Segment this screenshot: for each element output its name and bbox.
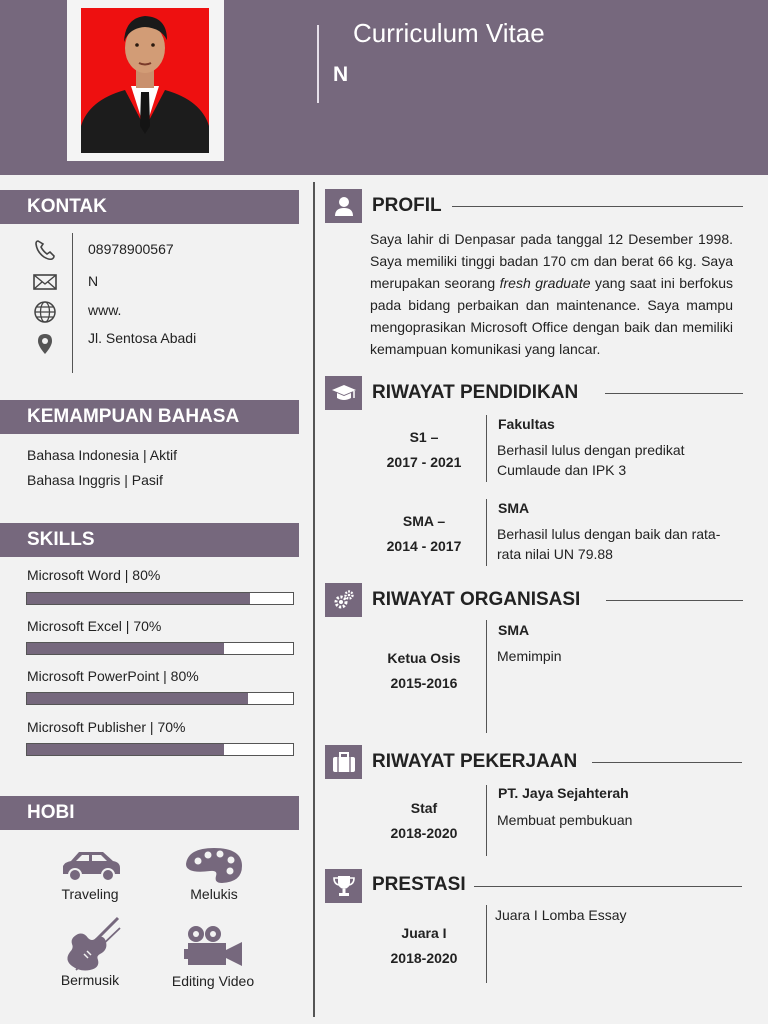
- kontak-divider: [72, 233, 73, 373]
- hobby-label: Melukis: [190, 886, 238, 902]
- entry-divider: [486, 620, 487, 733]
- contact-address: Jl. Sentosa Abadi: [88, 330, 197, 346]
- language-item: Bahasa Inggris | Pasif: [27, 472, 163, 488]
- education-title: SMA: [498, 500, 530, 516]
- work-company: PT. Jaya Sejahterah: [498, 785, 629, 801]
- education-desc: Berhasil lulus dengan baik dan rata-rata nilai UN 79.88: [497, 526, 721, 562]
- gears-icon: [325, 583, 362, 617]
- skill-label: Microsoft Excel | 70%: [27, 618, 162, 634]
- skill-bar: [26, 592, 294, 605]
- briefcase-icon: [325, 745, 362, 779]
- work-position: Staf: [410, 800, 438, 816]
- organisation-years: 2015-2016: [390, 675, 458, 691]
- language-item: Bahasa Indonesia | Aktif: [27, 447, 177, 463]
- work-period: [364, 796, 484, 846]
- entry-divider: [486, 415, 487, 482]
- hobby-label: Bermusik: [60, 972, 120, 988]
- skill-bar: [26, 642, 294, 655]
- person-name: N: [333, 63, 349, 86]
- video-camera-icon: [184, 924, 244, 973]
- education-title: Fakultas: [498, 416, 555, 432]
- contact-phone: 08978900567: [88, 241, 174, 257]
- violin-icon: [62, 916, 122, 977]
- pendidikan-heading: RIWAYAT PENDIDIKAN: [372, 382, 579, 403]
- education-desc: Berhasil lulus dengan predikat Cumlaude dan IPK 3: [497, 442, 685, 478]
- profil-text-part: yang saat ini berfokus pada bidang perbaikan dan maintenance. Saya mampu mengoprasikan Microsoft Office dengan baik dan memiliki kemampuan komunikasi yang lancar.: [370, 275, 733, 357]
- organisation-title: SMA: [498, 622, 530, 638]
- profil-text-part: Saya lahir di Denpasar pada tanggal 12 Desember 1998. Saya memiliki tinggi badan 170 cm dan berat 66 kg. Saya merupakan seorang: [370, 231, 733, 291]
- profil-rule: [452, 206, 743, 207]
- skill-bar-fill: [27, 643, 224, 654]
- skill-bar-fill: [27, 744, 224, 755]
- pendidikan-rule: [605, 393, 743, 394]
- pekerjaan-heading: RIWAYAT PEKERJAAN: [372, 751, 578, 772]
- entry-divider: [486, 499, 487, 566]
- car-icon: [59, 848, 123, 889]
- skills-heading: SKILLS: [0, 523, 299, 557]
- hobby-label: Traveling: [61, 886, 119, 902]
- hobi-heading: HOBI: [0, 796, 299, 830]
- education-period: [364, 425, 484, 475]
- profile-icon: [325, 189, 362, 223]
- entry-divider: [486, 785, 487, 856]
- palette-icon: [184, 846, 244, 891]
- work-desc: Membuat pembukuan: [497, 812, 633, 828]
- skill-bar-fill: [27, 693, 248, 704]
- profil-text: [370, 228, 733, 360]
- hobby-label: Editing Video: [171, 973, 255, 989]
- profile-photo: [81, 8, 209, 153]
- organisation-desc: Memimpin: [497, 648, 562, 664]
- organisation-role: Ketua Osis: [387, 650, 461, 666]
- bahasa-heading: KEMAMPUAN BAHASA: [0, 400, 299, 434]
- achievement-years: 2018-2020: [390, 950, 458, 966]
- skill-label: Microsoft Publisher | 70%: [27, 719, 186, 735]
- profil-heading: PROFIL: [372, 195, 442, 216]
- organisasi-rule: [606, 600, 743, 601]
- education-level: SMA –: [402, 513, 446, 529]
- skill-bar: [26, 692, 294, 705]
- contact-website: www.: [88, 302, 122, 318]
- work-years: 2018-2020: [390, 825, 458, 841]
- education-years: 2017 - 2021: [386, 454, 462, 470]
- trophy-icon: [325, 869, 362, 903]
- organisasi-heading: RIWAYAT ORGANISASI: [372, 589, 581, 610]
- kontak-heading: KONTAK: [0, 190, 299, 224]
- achievement-rank: Juara I: [401, 925, 447, 941]
- header-divider: [317, 25, 319, 103]
- skill-label: Microsoft Word | 80%: [27, 567, 161, 583]
- prestasi-rule: [474, 886, 742, 887]
- graduation-cap-icon: [325, 376, 362, 410]
- education-period: [364, 509, 484, 559]
- phone-icon: [32, 238, 58, 262]
- skill-bar: [26, 743, 294, 756]
- skill-bar-fill: [27, 593, 250, 604]
- location-pin-icon: [32, 332, 58, 356]
- globe-icon: [32, 300, 58, 324]
- page-title: Curriculum Vitae: [353, 18, 545, 48]
- skill-label: Microsoft PowerPoint | 80%: [27, 668, 199, 684]
- contact-email: N: [88, 273, 99, 289]
- education-years: 2014 - 2017: [386, 538, 462, 554]
- education-level: S1 –: [409, 429, 439, 445]
- column-divider: [313, 182, 315, 1017]
- achievement-period: [364, 921, 484, 971]
- organisation-period: [364, 646, 484, 696]
- prestasi-heading: PRESTASI: [372, 874, 466, 895]
- entry-divider: [486, 905, 487, 983]
- mail-icon: [32, 270, 58, 294]
- pekerjaan-rule: [592, 762, 742, 763]
- profil-text-italic: fresh graduate: [499, 275, 591, 291]
- achievement-desc: Juara I Lomba Essay: [495, 907, 627, 923]
